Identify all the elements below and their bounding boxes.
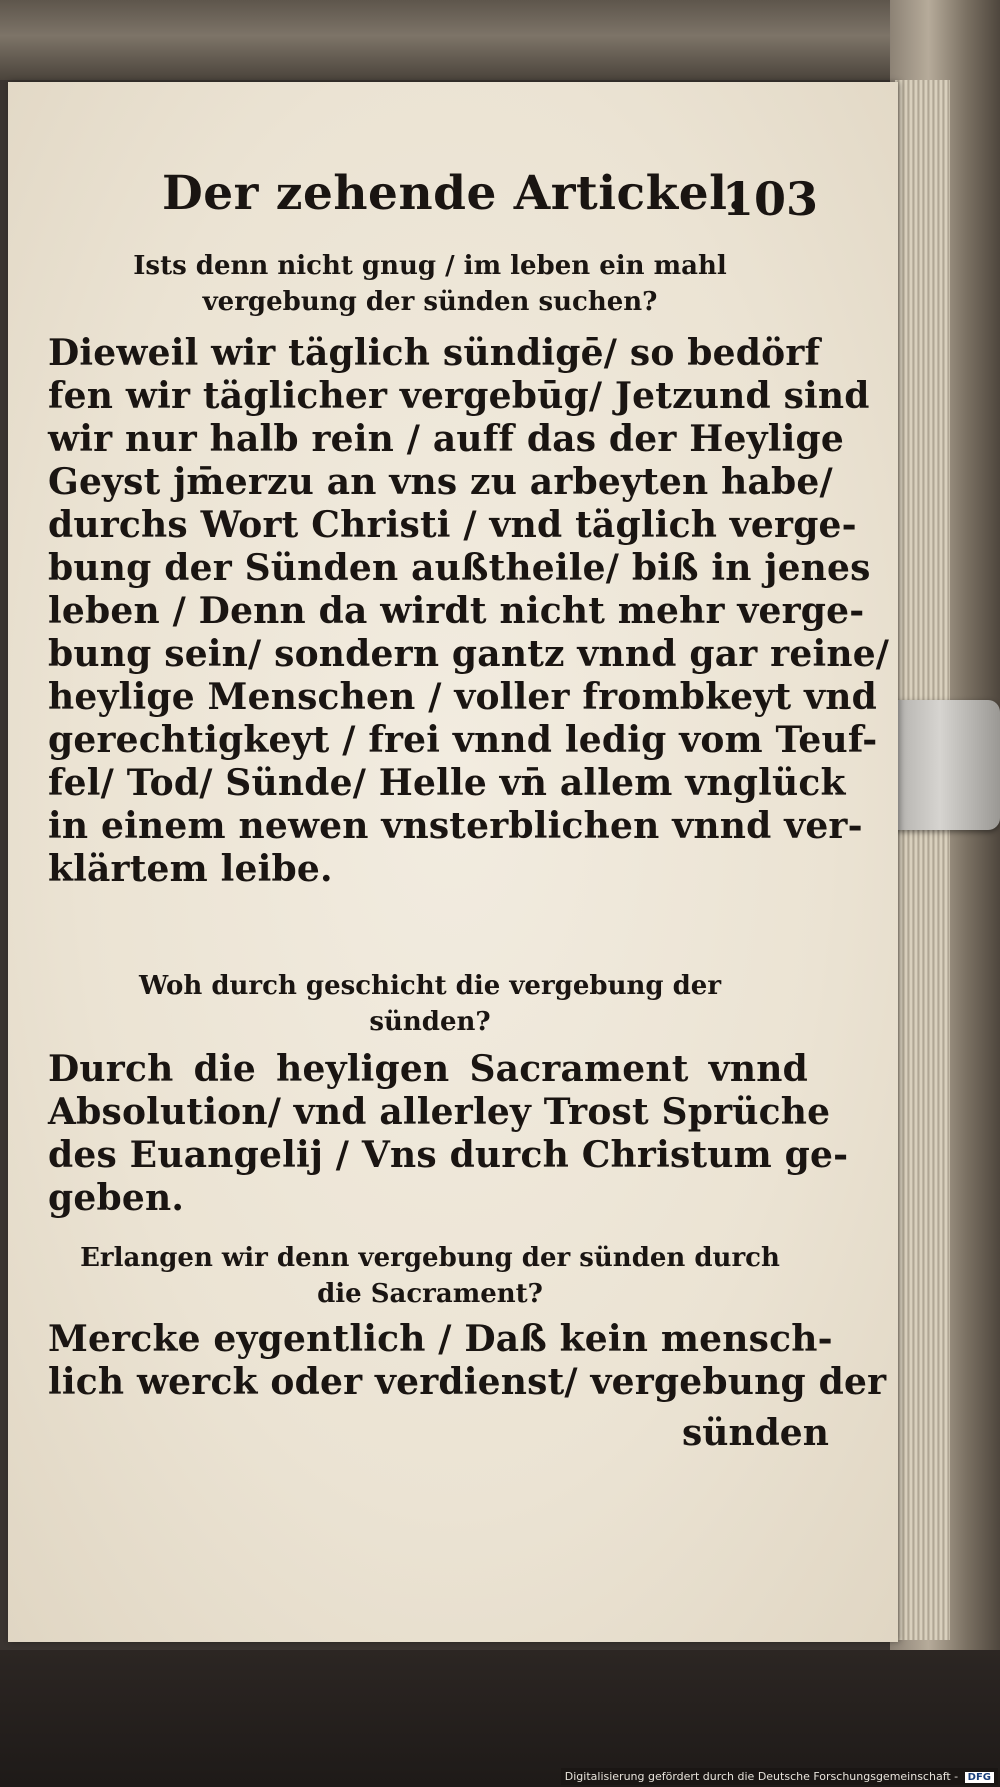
- answer-line: Durch die heyligen Sacrament vnnd: [48, 1048, 808, 1090]
- answer-1: [48, 332, 890, 891]
- page-clip: [880, 700, 1000, 830]
- dfg-logo: DFG: [965, 1772, 994, 1783]
- answer-line: fel/ Tod/ Sünde/ Helle vn̄ allem vnglück: [48, 762, 846, 804]
- answer-line: des Euangelij / Vns durch Christum ge-: [48, 1134, 849, 1176]
- answer-line: durchs Wort Christi / vnd täglich verge-: [48, 504, 857, 546]
- question-2: Woh durch geschicht die vergebung der sünden?: [138, 971, 722, 1037]
- answer-line: Mercke eygentlich / Daß kein mensch-: [48, 1318, 833, 1360]
- question-1: Ists denn nicht gnug / im leben ein mahl vergebung der sünden suchen?: [133, 251, 727, 317]
- answer-line: bung sein/ sondern gantz vnnd gar reine/: [48, 633, 890, 675]
- answer-line: geben.: [48, 1177, 185, 1219]
- answer-line: fen wir täglicher vergebūg/ Jetzund sind: [48, 375, 870, 417]
- page-edges: [895, 80, 950, 1640]
- answer-line: gerechtigkeyt / frei vnnd ledig vom Teuf-: [48, 719, 878, 761]
- answer-line: bung der Sünden außtheile/ biß in jenes: [48, 547, 871, 589]
- answer-line: Geyst jm̄erzu an vns zu arbeyten habe/: [48, 461, 833, 503]
- answer-2: [48, 1048, 849, 1220]
- book-binding-top: [0, 0, 1000, 80]
- catchword: sünden: [682, 1412, 829, 1454]
- answer-line: heylige Menschen / voller frombkeyt vnd: [48, 676, 877, 718]
- answer-line: lich werck oder verdienst/ vergebung der: [48, 1361, 887, 1403]
- answer-3: [48, 1318, 887, 1404]
- running-head: Der zehende Artickel.: [162, 166, 745, 221]
- answer-line: Dieweil wir täglich sündigē/ so bedörf: [48, 332, 821, 374]
- question-3: Erlangen wir denn vergebung der sünden durch die Sacrament?: [80, 1243, 780, 1309]
- page-number: 103: [722, 172, 819, 226]
- answer-line: leben / Denn da wirdt nicht mehr verge-: [48, 590, 865, 632]
- answer-line: in einem newen vnsterblichen vnnd ver-: [48, 805, 863, 847]
- scan-bottom-shadow: [0, 1650, 1000, 1787]
- answer-line: klärtem leibe.: [48, 848, 333, 890]
- answer-line: Absolution/ vnd allerley Trost Sprüche: [48, 1091, 831, 1133]
- digitization-credit: [561, 1768, 998, 1785]
- answer-line: wir nur halb rein / auff das der Heylige: [48, 418, 844, 460]
- credit-text: Digitalisierung gefördert durch die Deutsche Forschungsgemeinschaft -: [564, 1770, 959, 1783]
